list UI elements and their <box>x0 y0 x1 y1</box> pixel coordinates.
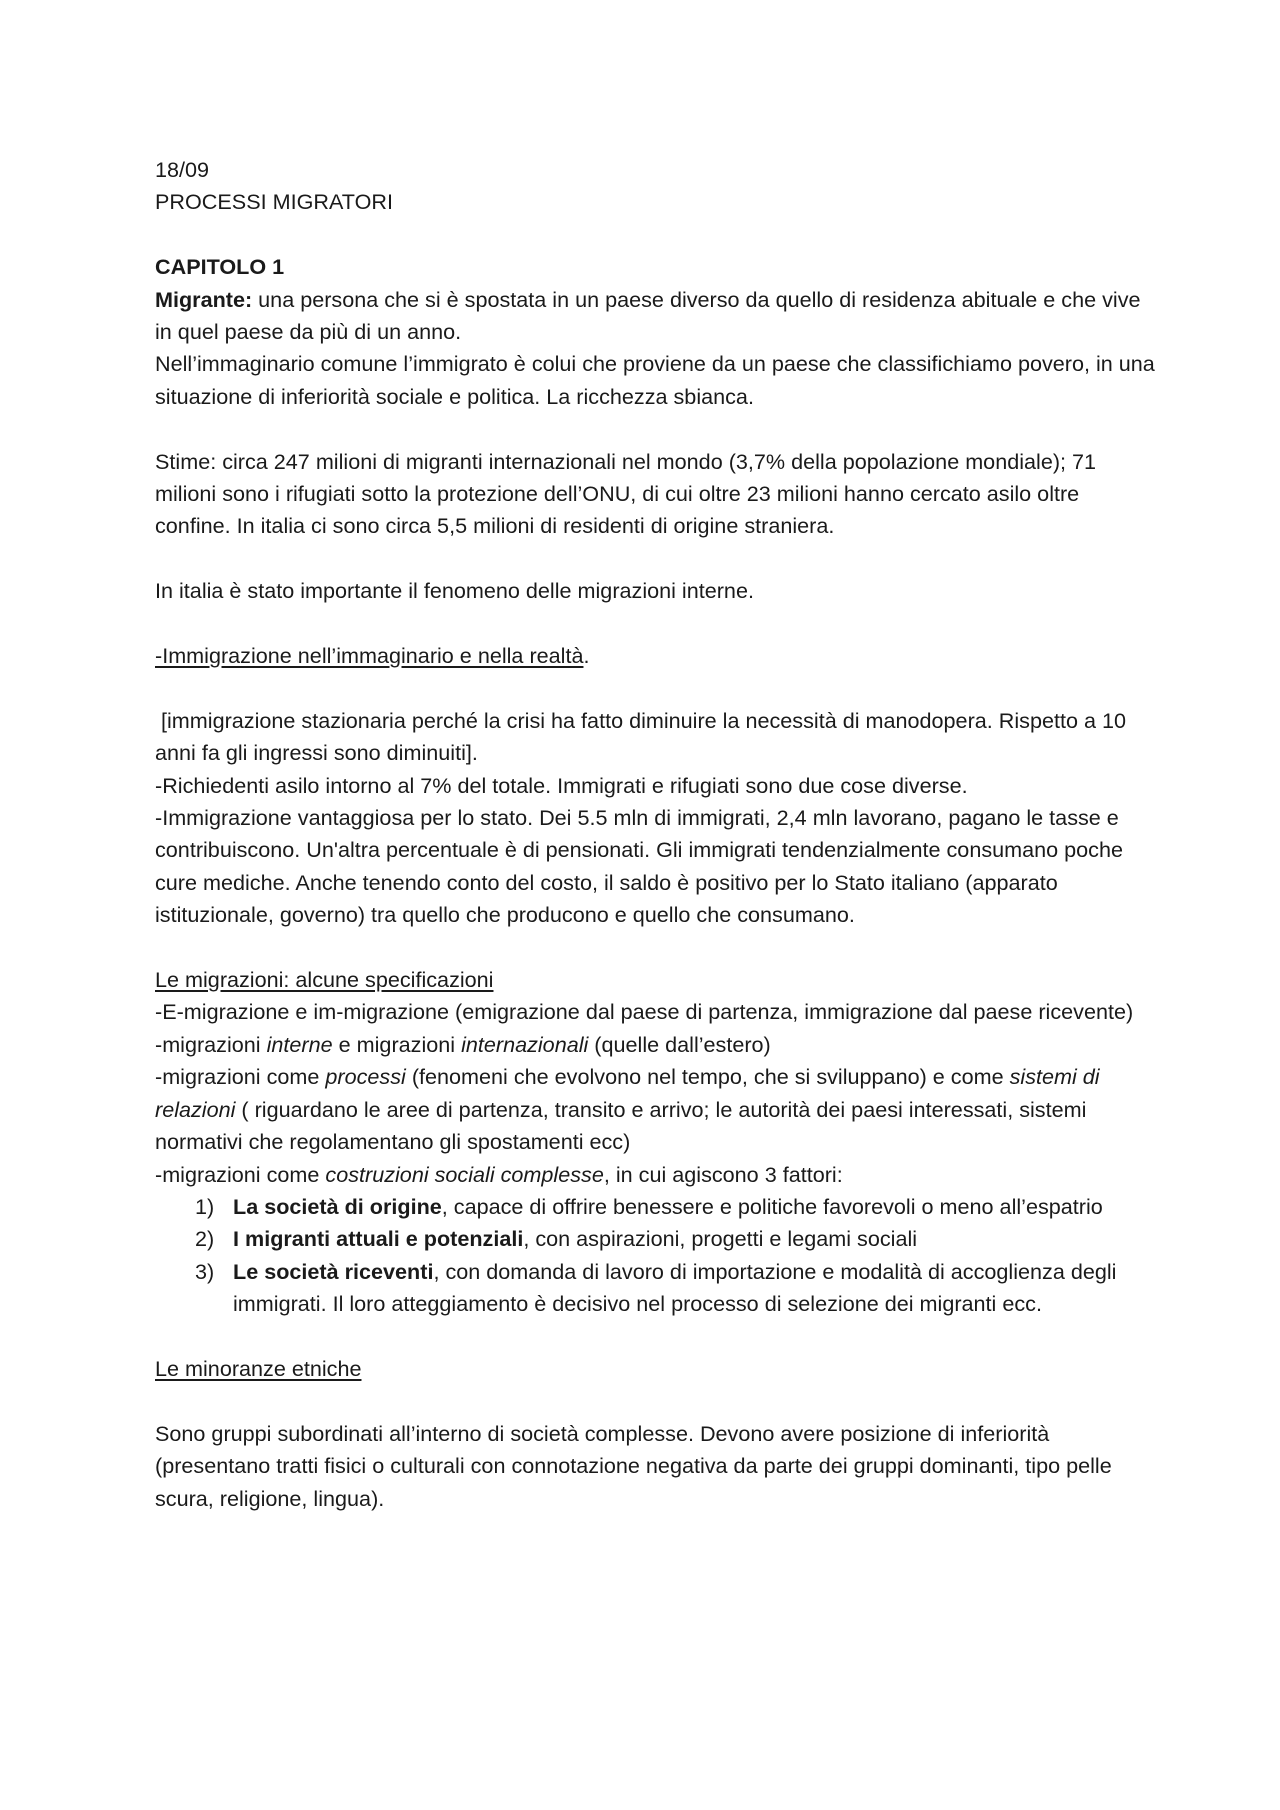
factor-title: La società di origine <box>233 1193 442 1219</box>
text-run: e migrazioni <box>332 1031 462 1057</box>
stazionaria-paragraph: [immigrazione stazionaria perché la crisi ha fatto diminuire la necessità di manodopera. Rispetto a 10 anni fa gli ingressi sono diminuiti]. <box>155 707 1133 766</box>
vantaggiosa-paragraph: -Immigrazione vantaggiosa per lo stato. Dei 5.5 mln di immigrati, 2,4 mln lavorano, pagano le tasse e contribuiscono. Un'altra percentuale è di pensionati. Gli immigrati tendenzialmente consumano poche cure mediche. Anche tenendo conto del costo, il saldo è positivo per lo Stato italiano (apparato istituzionale, governo) tra quello che producono e quello che consumano. <box>155 805 1123 928</box>
factor-text: , con aspirazioni, progetti e legami sociali <box>523 1226 918 1252</box>
interne-paragraph: In italia è stato importante il fenomeno delle migrazioni interne. <box>155 578 754 604</box>
factor-number: 1) <box>195 1193 215 1219</box>
spacer <box>155 1385 1155 1417</box>
factor-number: 2) <box>195 1226 215 1252</box>
text-run: , in cui agiscono 3 fattori: <box>603 1161 843 1187</box>
specificazioni-line-2 <box>155 1029 1155 1061</box>
spacer <box>155 413 1155 445</box>
spacer <box>155 608 1155 640</box>
specificazioni-line-4 <box>155 1159 1155 1191</box>
migrante-text: una persona che si è spostata in un paese diverso da quello di residenza abituale e che vive in quel paese da più di un anno. <box>155 286 1141 345</box>
stime-paragraph: Stime: circa 247 milioni di migranti internazionali nel mondo (3,7% della popolazione mondiale); 71 milioni sono i rifugiati sotto la protezione dell’ONU, di cui oltre 23 milioni hanno cercato asilo oltre confine. In italia ci sono circa 5,5 milioni di residenti di origine straniera. <box>155 448 1097 539</box>
richiedenti-paragraph: -Richiedenti asilo intorno al 7% del totale. Immigrati e rifugiati sono due cose diverse. <box>155 772 968 798</box>
course-title: PROCESSI MIGRATORI <box>155 189 393 215</box>
text-run: -migrazioni come <box>155 1161 326 1187</box>
italic-run: interne <box>266 1031 333 1057</box>
document-page <box>155 154 1155 1515</box>
immaginario-paragraph: Nell’immaginario comune l’immigrato è colui che proviene da un paese che classifichiamo povero, in una situazione di inferiorità sociale e politica. La ricchezza sbianca. <box>155 351 1155 409</box>
immaginario-heading-trail: . <box>583 643 590 669</box>
italic-run: sistemi di relazioni <box>155 1064 1100 1122</box>
factor-item <box>155 1191 1155 1223</box>
minoranze-paragraph: Sono gruppi subordinati all’interno di società complesse. Devono avere posizione di inferiorità (presentano tratti fisici o culturali con connotazione negativa da parte dei gruppi dominanti, tipo pelle scura, religione, lingua). <box>155 1420 1112 1511</box>
factor-text: , con domanda di lavoro di importazione e modalità di accoglienza degli immigrati. Il loro atteggiamento è decisivo nel processo di selezione dei migranti ecc. <box>233 1258 1117 1317</box>
italic-run: internazionali <box>461 1031 589 1057</box>
factors-list <box>155 1191 1155 1321</box>
factor-title: I migranti attuali e potenziali <box>233 1226 524 1252</box>
chapter-title: CAPITOLO 1 <box>155 254 285 280</box>
italic-run: costruzioni sociali complesse <box>325 1161 604 1187</box>
immaginario-heading-text: -Immigrazione nell’immaginario e nella realtà <box>155 643 584 669</box>
factor-item <box>155 1256 1155 1321</box>
date-line: 18/09 <box>155 157 210 182</box>
spacer <box>155 932 1155 964</box>
text-run: (fenomeni che evolvono nel tempo, che si sviluppano) e come <box>405 1064 1010 1090</box>
migrante-term: Migrante: <box>155 286 253 312</box>
specificazioni-line-3 <box>155 1061 1155 1158</box>
spacer <box>155 1321 1155 1353</box>
factor-number: 3) <box>195 1258 215 1284</box>
factor-title: Le società riceventi <box>233 1258 434 1284</box>
migrante-definition <box>155 284 1155 349</box>
text-run: -migrazioni come <box>155 1064 326 1090</box>
spacer <box>155 672 1155 704</box>
text-run: (quelle dall’estero) <box>588 1031 771 1057</box>
specificazioni-line-1: -E-migrazione e im-migrazione (emigrazione dal paese di partenza, immigrazione dal paese ricevente) <box>155 999 1134 1025</box>
spacer <box>155 543 1155 575</box>
text-run: ( riguardano le aree di partenza, transito e arrivo; le autorità dei paesi interessati, sistemi normativi che regolamentano gli spostamenti ecc) <box>155 1096 1087 1155</box>
spacer <box>155 219 1155 251</box>
factor-text: , capace di offrire benessere e politiche favorevoli o meno all’espatrio <box>441 1193 1103 1219</box>
text-run: -migrazioni <box>155 1031 267 1057</box>
factor-item <box>155 1223 1155 1255</box>
specificazioni-heading: Le migrazioni: alcune specificazioni <box>155 967 494 993</box>
immaginario-heading <box>155 640 1155 672</box>
italic-run: processi <box>325 1064 406 1090</box>
minoranze-heading: Le minoranze etniche <box>155 1355 362 1381</box>
